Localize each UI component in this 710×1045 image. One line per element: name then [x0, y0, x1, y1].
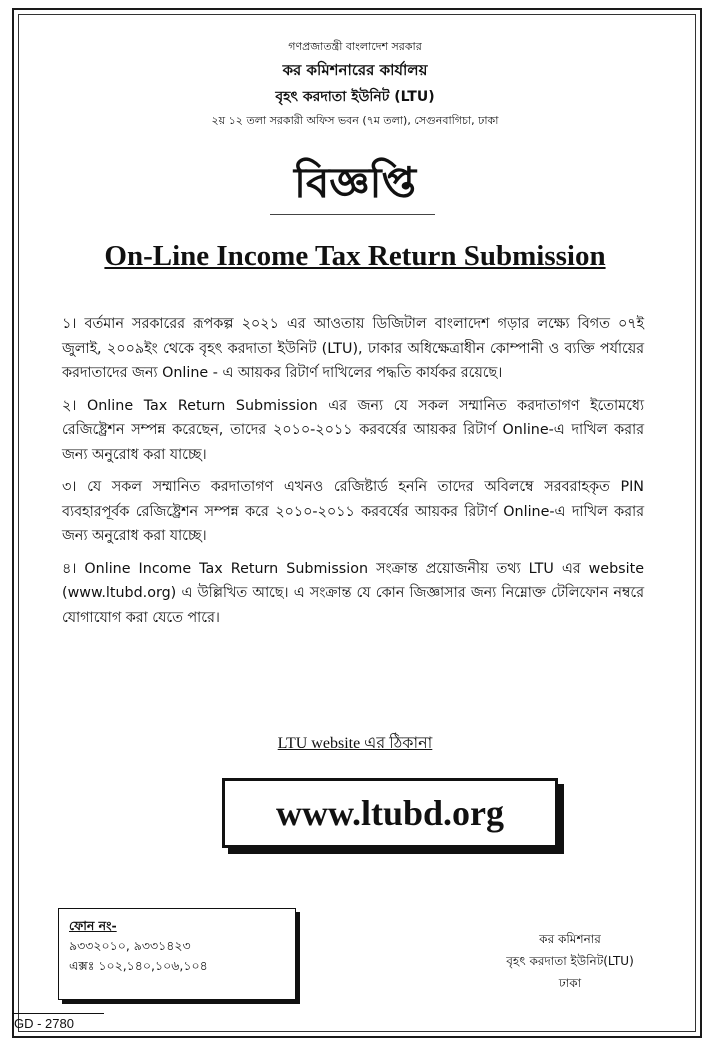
office-address: ২য় ১২ তলা সরকারী অফিস ভবন (৭ম তলা), সেগুনবাগিচা, ঢাকা [211, 114, 499, 127]
letterhead [0, 38, 710, 131]
phone-label: ফোন নং- [69, 918, 117, 933]
unit-name: বৃহৎ করদাতা ইউনিট (LTU) [275, 89, 435, 105]
paragraph-3: ৩। যে সকল সম্মানিত করদাতাগণ এখনও রেজিষ্টার্ড হননি তাদের অবিলম্বে সরবরাহকৃত PIN ব্যবহারপূর্বক রেজিষ্ট্রেশন সম্পন্ন করে ২০১০-২০১১ করবর্ষের আয়কর রিটার্ণ Online-এ দাখিল করার জন্য অনুরোধ করা যাচ্ছে। [62, 479, 644, 544]
signature-block [470, 928, 670, 994]
government-name: গণপ্রজাতন্ত্রী বাংলাদেশ সরকার [288, 40, 422, 53]
website-caption: LTU website এর ঠিকানা [277, 735, 433, 752]
notice-title-rule [270, 214, 435, 215]
signature-unit: বৃহৎ করদাতা ইউনিট(LTU) [506, 954, 634, 968]
notice-body [62, 312, 644, 638]
paragraph-2: ২। Online Tax Return Submission এর জন্য যে সকল সম্মানিত করদাতাগণ ইতোমধ্যে রেজিষ্ট্রেশন সম্পন্ন করেছেন, তাদের ২০১০-২০১১ করবর্ষের আয়কর রিটার্ণ Online-এ দাখিল করার জন্য অনুরোধ করা যাচ্ছে। [62, 397, 644, 463]
phone-box [58, 908, 296, 1000]
website-box [222, 778, 558, 848]
ref-code-rule [12, 1013, 104, 1014]
notice-title: বিজ্ঞপ্তি [293, 158, 417, 207]
signature-title: কর কমিশনার [539, 932, 601, 946]
main-title: On-Line Income Tax Return Submission [104, 240, 606, 272]
website-url[interactable]: www.ltubd.org [275, 793, 505, 833]
ref-code: GD - 2780 [14, 1016, 74, 1031]
signature-city: ঢাকা [558, 976, 582, 990]
phone-extensions: এক্সঃ ১০২,১৪০,১০৬,১০৪ [69, 958, 208, 973]
phone-numbers: ৯৩৩২০১০, ৯৩৩১৪২৩ [69, 938, 191, 953]
paragraph-4: ৪। Online Income Tax Return Submission সংক্রান্ত প্রয়োজনীয় তথ্য LTU এর website (www.ltubd.org) এ উল্লিখিত আছে। এ সংক্রান্ত যে কোন জিজ্ঞাসার জন্য নিম্নোক্ত টেলিফোন নম্বরে যোগাযোগ করা যেতে পারে। [62, 560, 644, 626]
paragraph-1: ১। বর্তমান সরকারের রূপকল্প ২০২১ এর আওতায় ডিজিটাল বাংলাদেশ গড়ার লক্ষ্যে বিগত ০৭ই জুলাই, ২০০৯ইং থেকে বৃহৎ করদাতা ইউনিট (LTU), ঢাকার অধিক্ষেত্রাধীন কোম্পানী ও ব্যক্তি পর্যায়ের করদাতাদের জন্য Online - এ আয়কর রিটার্ণ দাখিলের পদ্ধতি কার্যকর রয়েছে। [62, 316, 644, 381]
office-name: কর কমিশনারের কার্যালয় [282, 61, 428, 79]
